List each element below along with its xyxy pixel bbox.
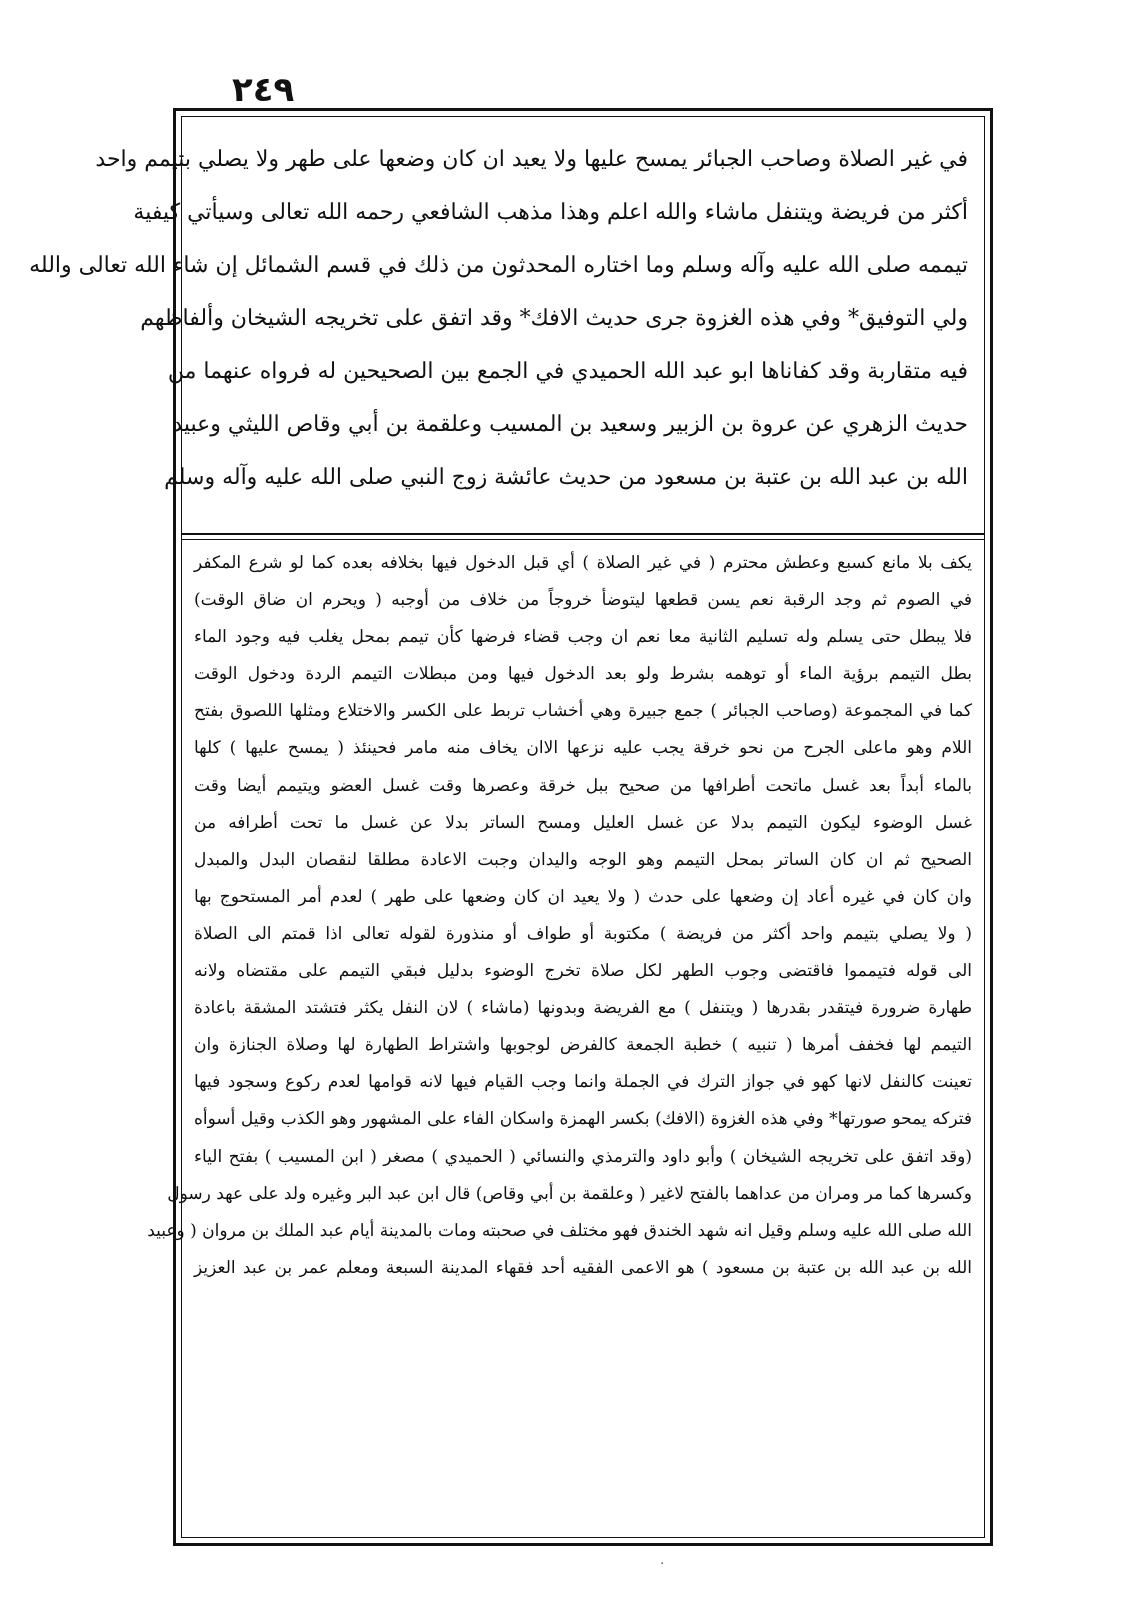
commentary-line: في الصوم ثم وجد الرقبة نعم يسن قطعها ليتوضأ خروجاً من خلاف من أوجبه ( ويحرم ان ضاق الوقت) <box>194 590 972 611</box>
main-text-line: حديث الزهري عن عروة بن الزبير وسعيد بن المسيب وعلقمة بن أبي وقاص الليثي وعبيد <box>172 412 968 437</box>
section-divider <box>182 533 984 535</box>
commentary-line: بطل التيمم برؤية الماء أو توهمه بشرط ولو بعد الدخول فيها ومن مبطلات التيمم الردة ودخول الوقت <box>194 664 972 685</box>
commentary-line: اللام وهو ماعلى الجرح من نحو خرقة يجب عليه نزعها الاان يخاف منه مامر فحينئذ ( يمسح عليها ) كلها <box>194 738 972 759</box>
page-number: ٢٤٩ <box>232 70 295 110</box>
commentary-line: كما في المجموعة (وصاحب الجبائر ) جمع جبيرة وهي أخشاب تربط على الكسر والاختلاع ومثلها اللصوق بفتح <box>194 701 972 722</box>
commentary-block <box>147 545 973 1287</box>
commentary-line: الله صلى الله عليه وسلم وقيل انه شهد الخندق فهو مختلف في صحبته ومات بالمدينة أيام عبد الملك بن مروان ( وعبيد <box>147 1220 972 1241</box>
commentary-line: بالماء أبداً بعد غسل ماتحت أطرافها من صحيح ببل خرقة وعصرها وقت غسل العضو ويتيمم أيضا وقت <box>194 775 972 796</box>
main-text-line: ولي التوفيق* وفي هذه الغزوة جرى حديث الافك* وقد اتفق على تخريجه الشيخان وألفاظهم <box>140 306 968 331</box>
commentary-line: الصحيح ثم ان كان الساتر بمحل التيمم وهو الوجه واليدان وجبت الاعادة مطلقا لنقصان البدل والمبدل <box>194 849 972 870</box>
commentary-line: الله بن عبد الله بن عتبة بن مسعود ) هو الاعمى الفقيه أحد فقهاء المدينة السبعة ومعلم عمر بن عبد العزيز <box>194 1257 972 1278</box>
main-text-line: أكثر من فريضة ويتنفل ماشاء والله اعلم وهذا مذهب الشافعي رحمه الله تعالى وسيأتي كيفية <box>133 200 968 225</box>
section-divider-thin <box>182 539 984 540</box>
commentary-line: ( ولا يصلي بتيمم واحد أكثر من فريضة ) مكتوبة أو طواف أو منذورة لقوله تعالى اذا قمتم الى الصلاة <box>194 923 972 944</box>
main-text-line: في غير الصلاة وصاحب الجبائر يمسح عليها ولا يعيد ان كان وضعها على طهر ولا يصلي بتيمم واحد <box>95 147 968 172</box>
commentary-line: فلا يبطل حتى يسلم وله تسليم الثانية معا نعم ان وجب قضاء فرضها كأن تيمم بمحل يغلب فيه وجود الماء <box>194 627 972 648</box>
commentary-line: غسل الوضوء ليكون التيمم بدلا عن غسل العليل ومسح الساتر بدلا عن غسل ما تحت أطرافه من <box>194 812 972 833</box>
commentary-line: (وقد اتفق على تخريجه الشيخان ) وأبو داود والترمذي والنسائي ( الحميدي ) مصغر ( ابن المسيب ) بفتح الياء <box>194 1146 972 1167</box>
page-bottom-mark: · <box>660 1556 665 1572</box>
main-text-line: فيه متقاربة وقد كفاناها ابو عبد الله الحميدي في الجمع بين الصحيحين له فرواه عنهما من <box>167 359 968 384</box>
main-text-line: تيممه صلى الله عليه وآله وسلم وما اختاره المحدثون من ذلك في قسم الشمائل إن شاء الله تعالى والله <box>29 253 968 278</box>
commentary-line: وكسرها كما مر ومران من عداهما بالفتح لاغير ( وعلقمة بن أبي وقاص) قال ابن عبد البر وغيره ولد على عهد رسول <box>167 1183 972 1204</box>
commentary-line: الى قوله فتيمموا فاقتضى وجوب الطهر لكل صلاة تخرج الوضوء بدليل فبقي التيمم على مقتضاه ولانه <box>194 961 972 982</box>
main-text-line: الله بن عبد الله بن عتبة بن مسعود من حديث عائشة زوج النبي صلى الله عليه وآله وسلم <box>164 465 968 490</box>
commentary-line: التيمم لها فخفف أمرها ( تنبيه ) خطبة الجمعة كالفرض لوجوبها واشتراط الطهارة لها وصلاة الجنازة وان <box>194 1035 972 1056</box>
commentary-line: وان كان في غيره أعاد إن وضعها على حدث ( ولا يعيد ان كان وضعها على طهر ) لعدم أمر المستحوج بها <box>194 886 972 907</box>
commentary-line: طهارة ضرورة فيتقدر بقدرها ( ويتنفل ) مع الفريضة وبدونها (ماشاء ) لان النفل يكثر فتشتد المشقة باعادة <box>194 998 973 1019</box>
page-frame <box>29 108 993 1546</box>
commentary-line: يكف بلا مانع كسبع وعطش محترم ( في غير الصلاة ) أي قبل الدخول فيها بخلافه بعده كما لو شرع المكفر <box>194 553 972 573</box>
main-text-block <box>29 133 968 504</box>
commentary-line: تعينت كالنفل لانها كهو في جواز الترك في الجملة وانما وجب القيام فيها لانه قوامها لعدم ركوع وسجود فيها <box>194 1072 972 1093</box>
commentary-line: فتركه يمحو صورتها* وفي هذه الغزوة (الافك) بكسر الهمزة واسكان الفاء على المشهور وهو الكذب وقيل أسوأه <box>194 1109 972 1130</box>
